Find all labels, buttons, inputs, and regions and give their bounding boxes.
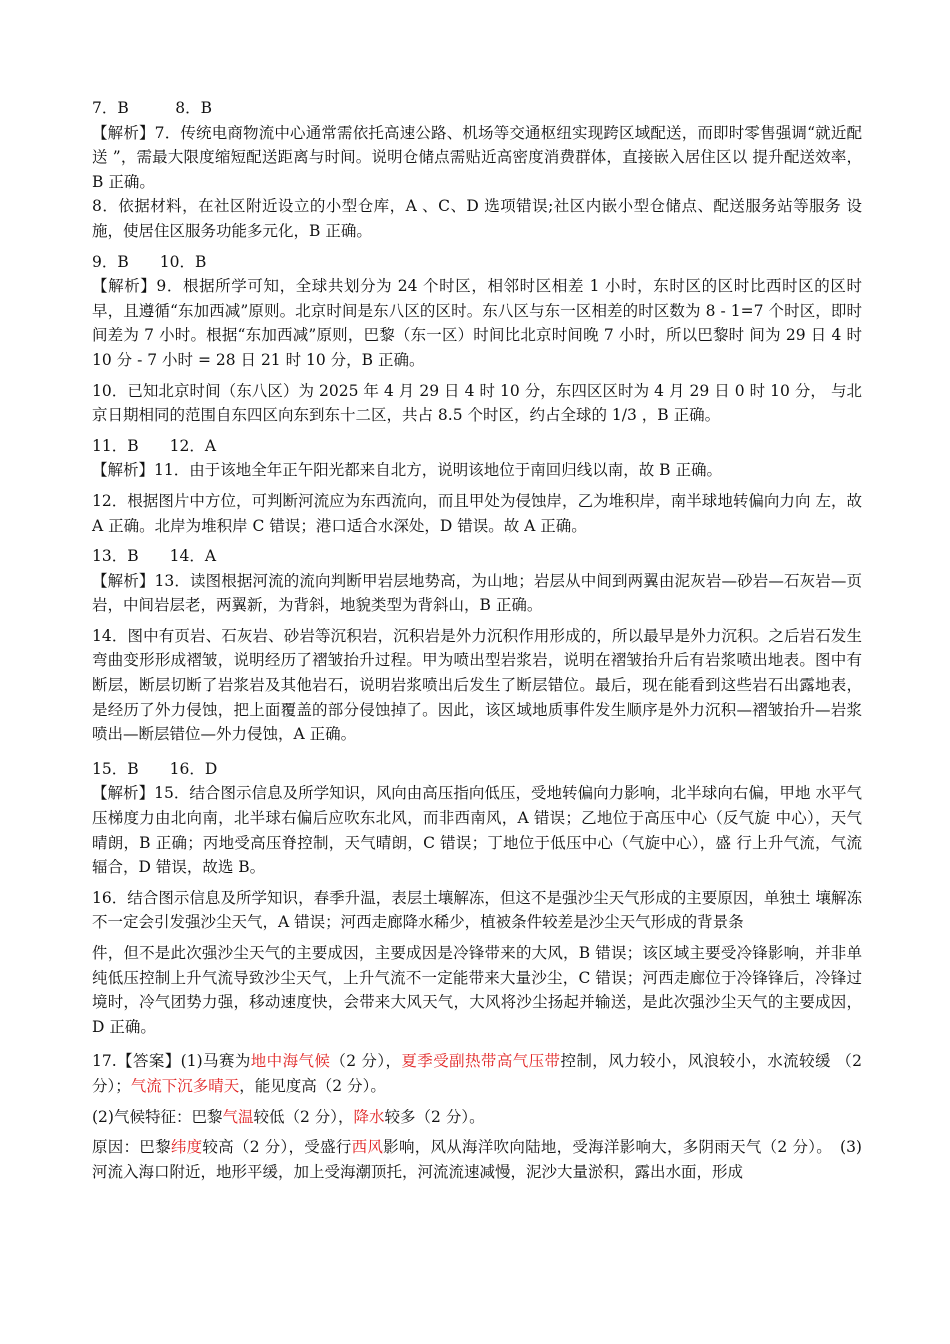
analysis-13	[92, 569, 862, 618]
text-run: 【解析】7．传统电商物流中心通常需依托高速公路、机场等交通枢纽实现跨区域配送，而即时零售强调“就近配送 ”，需最大限度缩短配送距离与时间。说明仓储点需贴近高密度消费群体，直接嵌入居住区以 提升配送效率，B 正确。	[92, 123, 862, 191]
text-run: 【解析】11．由于该地全年正午阳光都来自北方，说明该地位于南回归线以南，故 B 正确。	[92, 461, 722, 480]
answer-17-part-2	[92, 1105, 862, 1130]
answer-keyword: 气流下沉多晴天	[130, 1076, 240, 1095]
text-run: (2)气候特征：巴黎	[92, 1107, 223, 1126]
text-run: 13．B 14．A	[92, 547, 217, 566]
analysis-7	[92, 121, 862, 195]
analysis-10	[92, 379, 862, 428]
text-run: 【解析】9．根据所学可知，全球共划分为 24 个时区，相邻时区相差 1 小时，东时区的区时比西时区的区时早，且遵循“东加西减”原则。北京时间是东八区的区时。东八区与东一区相差的时区数为 8 - 1=7 个时区，即时间差为 7 小时。根据“东加西减”原则，巴黎（东一区）时间比北京时间晚 7 小时，所以巴黎时 间为 29 日 4 时 10 分 - 7 小时 = 28 日 21 时 10 分，B 正确。	[92, 277, 862, 369]
text-run: 件，但不是此次强沙尘天气的主要成因，主要成因是冷锋带来的大风，B 错误；该区域主要受冷锋影响，并非单纯低压控制上升气流导致沙尘天气，上升气流不一定能带来大量沙尘，C 错误；河西走廊位于冷锋锋后，冷锋过境时，冷气团势力强，移动速度快，会带来大风天气，大风将沙尘扬起并输送，是此次强沙尘天气的主要成因，D 正确。	[92, 944, 862, 1036]
text-run: 15．B 16．D	[92, 759, 218, 778]
answer-line-9-10	[92, 250, 862, 275]
text-run: 10．已知北京时间（东八区）为 2025 年 4 月 29 日 4 时 10 分，东四区区时为 4 月 29 日 0 时 10 分， 与北京日期相同的范围自东四区向东到东十二区，共占 8.5 个时区，约占全球的 1/3 ，B 正确。	[92, 381, 862, 425]
analysis-15	[92, 781, 862, 879]
answer-keyword: 地中海气候	[250, 1052, 331, 1071]
document-page	[92, 96, 862, 1184]
text-run: 【解析】15．结合图示信息及所学知识，风向由高压指向低压，受地转偏向力影响，北半球向右偏，甲地 水平气压梯度力由北向南，北半球右偏后应吹东北风，而非西南风，A 错误；乙地位于高压中心（反气旋 中心），天气晴朗，B 正确；丙地受高压脊控制，天气晴朗，C 错误；丁地位于低压中心（气旋中心），盛 行上升气流，气流辐合，D 错误，故选 B。	[92, 784, 862, 877]
text-run: 8．依据材料，在社区附近设立的小型仓库，A 、C、D 选项错误;社区内嵌小型仓储点、配送服务站等服务 设施，使居住区服务功能多元化，B 正确。	[92, 197, 862, 240]
text-run: 较低（2 分），	[253, 1107, 354, 1126]
text-run: 影响，风从海洋吹向陆地，受海洋影响大，多阴雨天气（2 分）。 (3)河流入海口附近，地形平缓，加上受海潮顶托，河流流速减慢，泥沙大量淤积，露出水面，形成	[92, 1138, 862, 1181]
analysis-11	[92, 458, 862, 483]
text-run: 控制，风力较小，风浪较小，水流较缓 （2 分）；	[92, 1052, 862, 1095]
analysis-12	[92, 489, 862, 538]
text-run: （2 分），	[330, 1052, 402, 1071]
text-run: 较高（2 分），受盛行	[202, 1138, 352, 1157]
analysis-8	[92, 194, 862, 243]
text-run: 11．B 12．A	[92, 436, 217, 455]
text-run: 原因：巴黎	[92, 1138, 171, 1157]
analysis-16-continued	[92, 941, 862, 1039]
analysis-14	[92, 624, 862, 747]
answer-keyword: 夏季受副热带高气压带	[401, 1052, 561, 1071]
answer-keyword: 西风	[351, 1138, 384, 1157]
answer-keyword: 气温	[222, 1107, 254, 1126]
answer-17-reason	[92, 1135, 862, 1184]
answer-line-11-12	[92, 434, 862, 459]
text-run: 16．结合图示信息及所学知识，春季升温，表层土壤解冻，但这不是强沙尘天气形成的主要原因，单独土 壤解冻不一定会引发强沙尘天气，A 错误；河西走廊降水稀少，植被条件较差是沙尘天气形成的背景条	[92, 888, 862, 932]
analysis-16	[92, 886, 862, 935]
answer-line-7-8	[92, 96, 862, 121]
answer-line-13-14	[92, 544, 862, 569]
text-run: 12．根据图片中方位，可判断河流应为东西流向，而且甲处为侵蚀岸，乙为堆积岸，南半球地转偏向力向 左，故 A 正确。北岸为堆积岸 C 错误；港口适合水深处，D 错误。故 A 正确。	[92, 491, 862, 535]
answer-line-15-16	[92, 757, 862, 782]
analysis-9	[92, 274, 862, 372]
text-run: 9．B 10．B	[92, 252, 207, 271]
text-run: 14．图中有页岩、石灰岩、砂岩等沉积岩，沉积岩是外力沉积作用形成的，所以最早是外力沉积。之后岩石发生弯曲变形形成褶皱，说明经历了褶皱抬升过程。甲为喷出型岩浆岩，说明在褶皱抬升后有岩浆喷出地表。图中有断层，断层切断了岩浆岩及其他岩石，说明岩浆喷出后发生了断层错位。最后，现在能看到这些岩石出露地表，是经历了外力侵蚀，把上面覆盖的部分侵蚀掉了。因此，该区域地质事件发生顺序是外力沉积—褶皱抬升—岩浆喷出—断层错位—外力侵蚀，A 正确。	[92, 626, 862, 744]
answer-keyword: 纬度	[170, 1138, 203, 1157]
text-run: 17.【答案】(1)马赛为	[92, 1052, 251, 1071]
text-run: ，能见度高（2 分）。	[239, 1076, 386, 1095]
answer-17-part-1	[92, 1049, 862, 1098]
answer-keyword: 降水	[353, 1107, 385, 1126]
text-run: 7．B 8．B	[92, 99, 213, 117]
text-run: 较多（2 分）。	[384, 1107, 485, 1126]
text-run: 【解析】13．读图根据河流的流向判断甲岩层地势高，为山地；岩层从中间到两翼由泥灰岩—砂岩—石灰岩—页岩，中间岩层老，两翼新，为背斜，地貌类型为背斜山，B 正确。	[92, 571, 862, 615]
